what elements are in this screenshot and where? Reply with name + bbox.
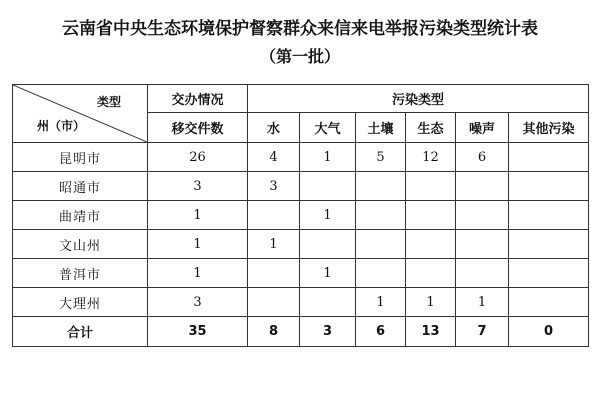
total-label: 合计 — [13, 317, 148, 347]
header-soil: 土壤 — [356, 113, 406, 143]
header-transferred-count: 移交件数 — [148, 113, 248, 143]
total-water: 8 — [248, 317, 300, 347]
cell-air — [300, 172, 356, 201]
cell-ecology — [406, 201, 456, 230]
header-row-1 — [13, 85, 589, 113]
corner-label-type: 类型 — [96, 95, 121, 109]
cell-city: 昭通市 — [13, 172, 148, 201]
table-row — [13, 201, 589, 230]
document-title: 云南省中央生态环境保护督察群众来信来电举报污染类型统计表 — [62, 19, 538, 39]
table-row — [13, 172, 589, 201]
cell-air: 1 — [300, 201, 356, 230]
cell-other — [509, 288, 589, 317]
cell-city: 文山州 — [13, 230, 148, 259]
document-subtitle: （第一批） — [259, 47, 340, 66]
cell-ecology — [406, 172, 456, 201]
cell-city: 大理州 — [13, 288, 148, 317]
cell-transferred: 1 — [148, 259, 248, 288]
total-other: 0 — [509, 317, 589, 347]
cell-other — [509, 143, 589, 172]
cell-city: 曲靖市 — [13, 201, 148, 230]
cell-noise: 6 — [456, 143, 509, 172]
cell-water — [248, 201, 300, 230]
cell-air: 1 — [300, 259, 356, 288]
cell-transferred: 26 — [148, 143, 248, 172]
cell-soil: 1 — [356, 288, 406, 317]
total-air: 3 — [300, 317, 356, 347]
cell-noise — [456, 230, 509, 259]
header-other-pollution: 其他污染 — [509, 113, 589, 143]
header-handling-group: 交办情况 — [148, 85, 248, 113]
header-air: 大气 — [300, 113, 356, 143]
header-noise: 噪声 — [456, 113, 509, 143]
cell-other — [509, 259, 589, 288]
total-noise: 7 — [456, 317, 509, 347]
table-row — [13, 259, 589, 288]
cell-city: 昆明市 — [13, 143, 148, 172]
total-ecology: 13 — [406, 317, 456, 347]
cell-water — [248, 288, 300, 317]
cell-other — [509, 230, 589, 259]
cell-soil — [356, 201, 406, 230]
cell-noise — [456, 259, 509, 288]
cell-transferred: 3 — [148, 288, 248, 317]
cell-air — [300, 230, 356, 259]
cell-soil — [356, 230, 406, 259]
cell-water — [248, 259, 300, 288]
total-soil: 6 — [356, 317, 406, 347]
header-pollution-group: 污染类型 — [248, 85, 589, 113]
cell-transferred: 1 — [148, 230, 248, 259]
cell-ecology — [406, 230, 456, 259]
cell-air — [300, 288, 356, 317]
cell-other — [509, 172, 589, 201]
cell-other — [509, 201, 589, 230]
cell-water: 1 — [248, 230, 300, 259]
cell-ecology: 1 — [406, 288, 456, 317]
cell-soil: 5 — [356, 143, 406, 172]
cell-soil — [356, 259, 406, 288]
cell-air: 1 — [300, 143, 356, 172]
cell-noise: 1 — [456, 288, 509, 317]
cell-city: 普洱市 — [13, 259, 148, 288]
cell-noise — [456, 201, 509, 230]
cell-transferred: 3 — [148, 172, 248, 201]
cell-ecology — [406, 259, 456, 288]
total-row — [13, 317, 589, 347]
header-ecology: 生态 — [406, 113, 456, 143]
total-transferred: 35 — [148, 317, 248, 347]
cell-water: 3 — [248, 172, 300, 201]
table-row — [13, 230, 589, 259]
cell-noise — [456, 172, 509, 201]
corner-label-city: 州（市） — [37, 119, 86, 133]
cell-ecology: 12 — [406, 143, 456, 172]
table-row — [13, 143, 589, 172]
cell-transferred: 1 — [148, 201, 248, 230]
pollution-stats-table — [12, 84, 589, 347]
header-corner-cell — [13, 85, 148, 143]
header-water: 水 — [248, 113, 300, 143]
cell-water: 4 — [248, 143, 300, 172]
cell-soil — [356, 172, 406, 201]
table-row — [13, 288, 589, 317]
